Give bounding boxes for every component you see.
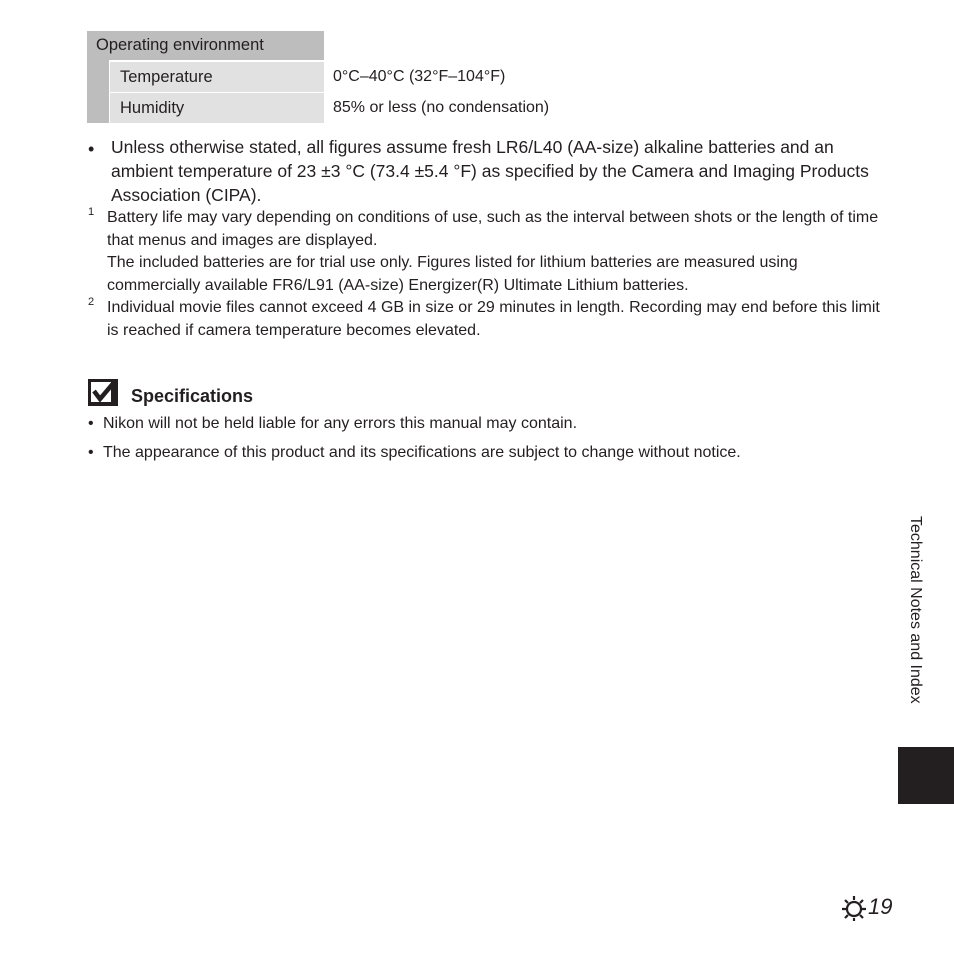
table-header: Operating environment [87, 31, 324, 60]
battery-note: Unless otherwise stated, all figures assume fresh LR6/L40 (AA-size) alkaline batteries and an ambient temperature of 23 ±3 °C (73.4 ±5.4 °F) as specified by the Camera and Imaging Products Association (CIPA). [111, 137, 869, 205]
footnote-1: Battery life may vary depending on conditions of use, such as the interval between shots or the length of time that menus and images are displayed. [107, 209, 879, 249]
note-bullet: • [88, 139, 95, 159]
specifications-heading: Specifications [131, 386, 254, 406]
list-bullet: • [88, 444, 94, 461]
list-item-text: Nikon will not be held liable for any errors this manual may contain. [103, 415, 578, 432]
section-side-label: Technical Notes and Index [907, 516, 924, 704]
table-group-stripe [87, 60, 109, 123]
page-number-text: 19 [868, 894, 893, 919]
footnote-mark-2: 2 [88, 296, 95, 308]
footnote-mark-1: 1 [88, 206, 95, 218]
temperature-value: 0°C–40°C (32°F–104°F) [333, 68, 506, 85]
list-item-text: The appearance of this product and its specifications are subject to change without notice. [103, 444, 741, 461]
footnote-1-continued: The included batteries are for trial use only. Figures listed for lithium batteries are measured using commercially available FR6/L91 (AA-size) Energizer(R) Ultimate Lithium batteries. [107, 254, 798, 294]
footnote-2: Individual movie files cannot exceed 4 GB in size or 29 minutes in length. Recording may end before this limit is reached if camera temperature becomes elevated. [107, 299, 880, 339]
humidity-value: 85% or less (no condensation) [333, 99, 550, 116]
check-box-icon [88, 379, 118, 406]
humidity-label: Humidity [110, 93, 324, 123]
technical-notes-icon [840, 894, 868, 922]
section-tab-marker [898, 747, 954, 804]
list-bullet: • [88, 415, 94, 432]
temperature-label: Temperature [110, 62, 324, 92]
